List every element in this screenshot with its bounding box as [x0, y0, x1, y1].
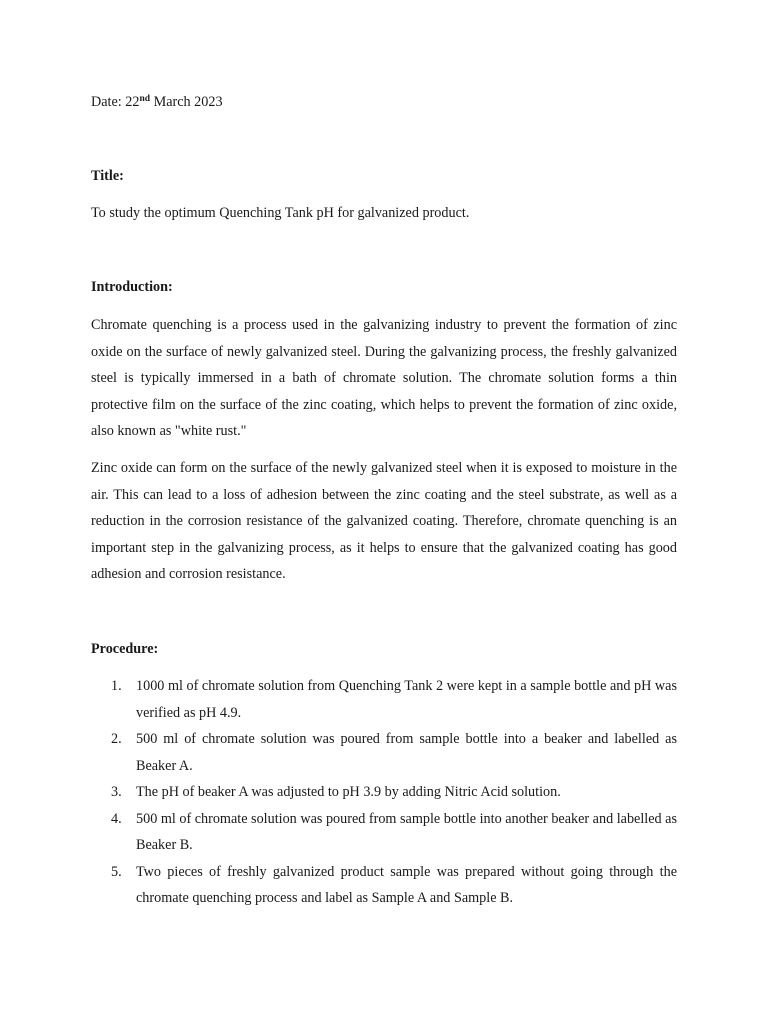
procedure-step	[91, 726, 677, 779]
date-month-year: March 2023	[150, 94, 223, 110]
introduction-heading: Introduction:	[91, 279, 173, 295]
procedure-step	[91, 806, 677, 859]
procedure-step	[91, 779, 677, 806]
step-number: 1.	[111, 678, 122, 694]
procedure-step	[91, 673, 677, 726]
step-number: 2.	[111, 731, 122, 747]
step-number: 3.	[111, 784, 122, 800]
step-text: The pH of beaker A was adjusted to pH 3.9 by adding Nitric Acid solution.	[136, 784, 561, 800]
procedure-heading: Procedure:	[91, 641, 159, 657]
document-page	[91, 0, 677, 1024]
date-ordinal-suffix: nd	[139, 94, 151, 104]
title-heading: Title:	[91, 168, 124, 184]
step-text: 500 ml of chromate solution was poured from sample bottle into another beaker and labelled as Beaker B.	[136, 810, 677, 853]
step-text: Two pieces of freshly galvanized product sample was prepared without going through the chromate quenching process and label as Sample A and Sample B.	[136, 863, 677, 906]
title-text: To study the optimum Quenching Tank pH for galvanized product.	[91, 205, 470, 221]
step-number: 4.	[111, 810, 122, 827]
introduction-paragraph-1: Chromate quenching is a process used in the galvanizing industry to prevent the formation of zinc oxide on the surface of newly galvanized steel. During the galvanizing process, the freshly galvanized steel is typically immersed in a bath of chromate solution. The chromate solution forms a thin protective film on the surface of the zinc coating, which helps to prevent the formation of zinc oxide, also known as "white rust."	[91, 317, 677, 439]
step-text: 500 ml of chromate solution was poured from sample bottle into a beaker and labelled as Beaker A.	[136, 731, 677, 774]
procedure-step	[91, 859, 677, 912]
document-date	[91, 89, 223, 116]
procedure-list	[91, 673, 677, 912]
step-number: 5.	[111, 863, 122, 880]
introduction-paragraph-2: Zinc oxide can form on the surface of the newly galvanized steel when it is exposed to moisture in the air. This can lead to a loss of adhesion between the zinc coating and the steel substrate, as well as a reduction in the corrosion resistance of the galvanized coating. Therefore, chromate quenching is an important step in the galvanizing process, as it helps to ensure that the galvanized coating has good adhesion and corrosion resistance.	[91, 460, 677, 582]
step-text: 1000 ml of chromate solution from Quenching Tank 2 were kept in a sample bottle and pH was verified as pH 4.9.	[136, 678, 677, 721]
date-prefix: Date: 22	[91, 94, 140, 110]
